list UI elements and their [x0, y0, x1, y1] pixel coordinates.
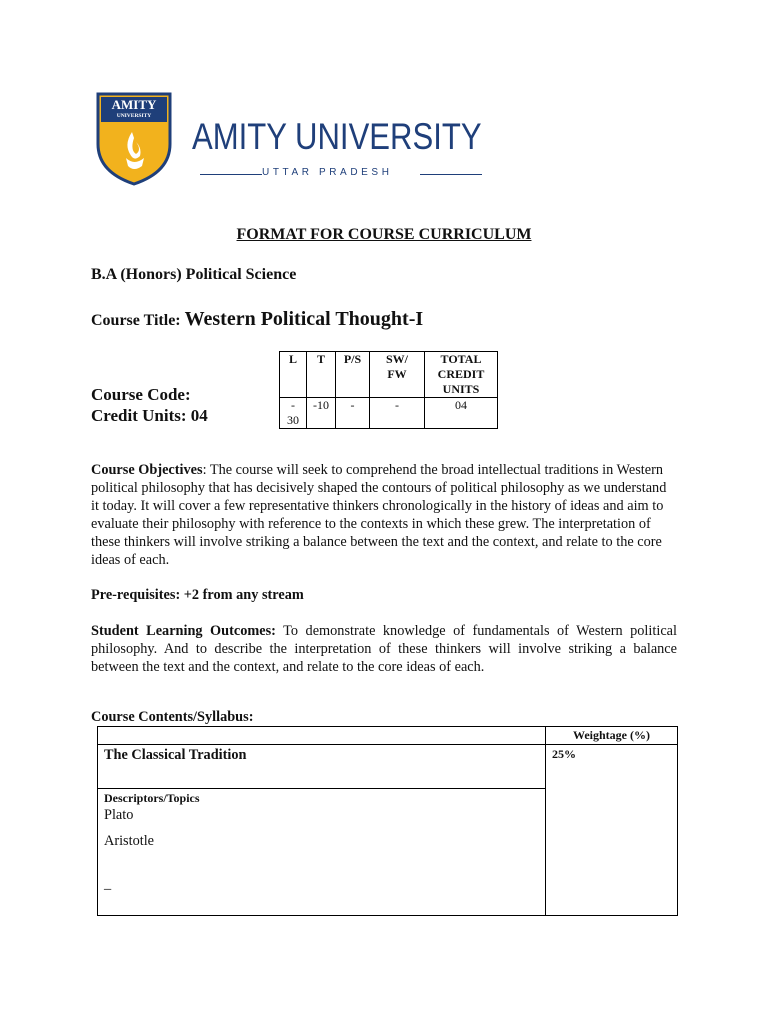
credit-units-label: Credit Units: 04 — [91, 406, 208, 425]
topic-item: Plato — [104, 807, 134, 823]
syllabus-label: Course Contents/Syllabus: — [91, 709, 254, 725]
syllabus-header-row — [98, 727, 678, 745]
university-name: AMITY UNIVERSITY — [192, 116, 482, 157]
course-title-label: Course Title: — [91, 312, 181, 329]
syllabus-unit-row — [98, 745, 678, 789]
topics-cell — [98, 789, 546, 916]
descriptors-label: Descriptors/Topics — [104, 791, 200, 805]
svg-text:AMITY: AMITY — [111, 97, 157, 112]
objectives-text: : The course will seek to comprehend the broad intellectual traditions in Western political philosophy that has decisively shaped the contours of political philosophy as we understand it today. It will cover a few representative thinkers chronologically in the history of ideas and aim to evaluate their philosophy with reference to the contexts in which these grew. The interpretation of these thinkers will involve striking a balance between the text and the context, and relate to the core ideas of each. — [91, 462, 667, 568]
syllabus-table — [97, 726, 678, 916]
outcomes-text: To demonstrate knowledge of fundamentals of Western political philosophy. And to describe the interpretation of these thinkers will involve striking a balance between the text and the context, and relate to the core ideas of each. — [91, 623, 677, 675]
credit-value-cell: 04 — [425, 398, 498, 429]
weightage-header: Weightage (%) — [546, 727, 678, 745]
credit-header-cell: P/S — [336, 352, 370, 398]
unit-weightage: 25% — [546, 745, 678, 916]
course-title-row — [91, 308, 423, 331]
course-title-value: Western Political Thought-I — [184, 308, 424, 330]
credit-value-cell: - — [370, 398, 425, 429]
outcomes-label: Student Learning Outcomes: — [91, 623, 276, 639]
divider-left — [200, 174, 262, 175]
credit-table — [279, 351, 498, 429]
university-location: UTTAR PRADESH — [262, 167, 393, 178]
credit-table-header-row — [280, 352, 498, 398]
unit-title: The Classical Tradition — [104, 747, 247, 763]
credit-value-cell: - — [336, 398, 370, 429]
learning-outcomes — [91, 622, 677, 676]
credit-value-cell: -10 — [307, 398, 336, 429]
program-name: B.A (Honors) Political Science — [91, 266, 297, 283]
course-code-label: Course Code: — [91, 385, 191, 404]
credit-value-cell: - 30 — [280, 398, 307, 429]
credit-header-cell: L — [280, 352, 307, 398]
syllabus-header-blank — [98, 727, 546, 745]
credit-table-value-row — [280, 398, 498, 429]
objectives-label: Course Objectives — [91, 462, 203, 478]
topic-item: – — [104, 881, 112, 897]
course-objectives — [91, 461, 677, 569]
credit-header-cell: T — [307, 352, 336, 398]
university-logo — [96, 92, 496, 192]
credit-header-cell: TOTAL CREDIT UNITS — [425, 352, 498, 398]
document-title: FORMAT FOR COURSE CURRICULUM — [236, 226, 532, 243]
credit-header-cell: SW/ FW — [370, 352, 425, 398]
shield-emblem-icon — [96, 92, 172, 186]
topic-item: Aristotle — [104, 833, 155, 849]
svg-text:UNIVERSITY: UNIVERSITY — [116, 113, 152, 119]
unit-cell — [98, 745, 546, 789]
divider-right — [420, 174, 482, 175]
prerequisites: Pre-requisites: +2 from any stream — [91, 587, 304, 603]
